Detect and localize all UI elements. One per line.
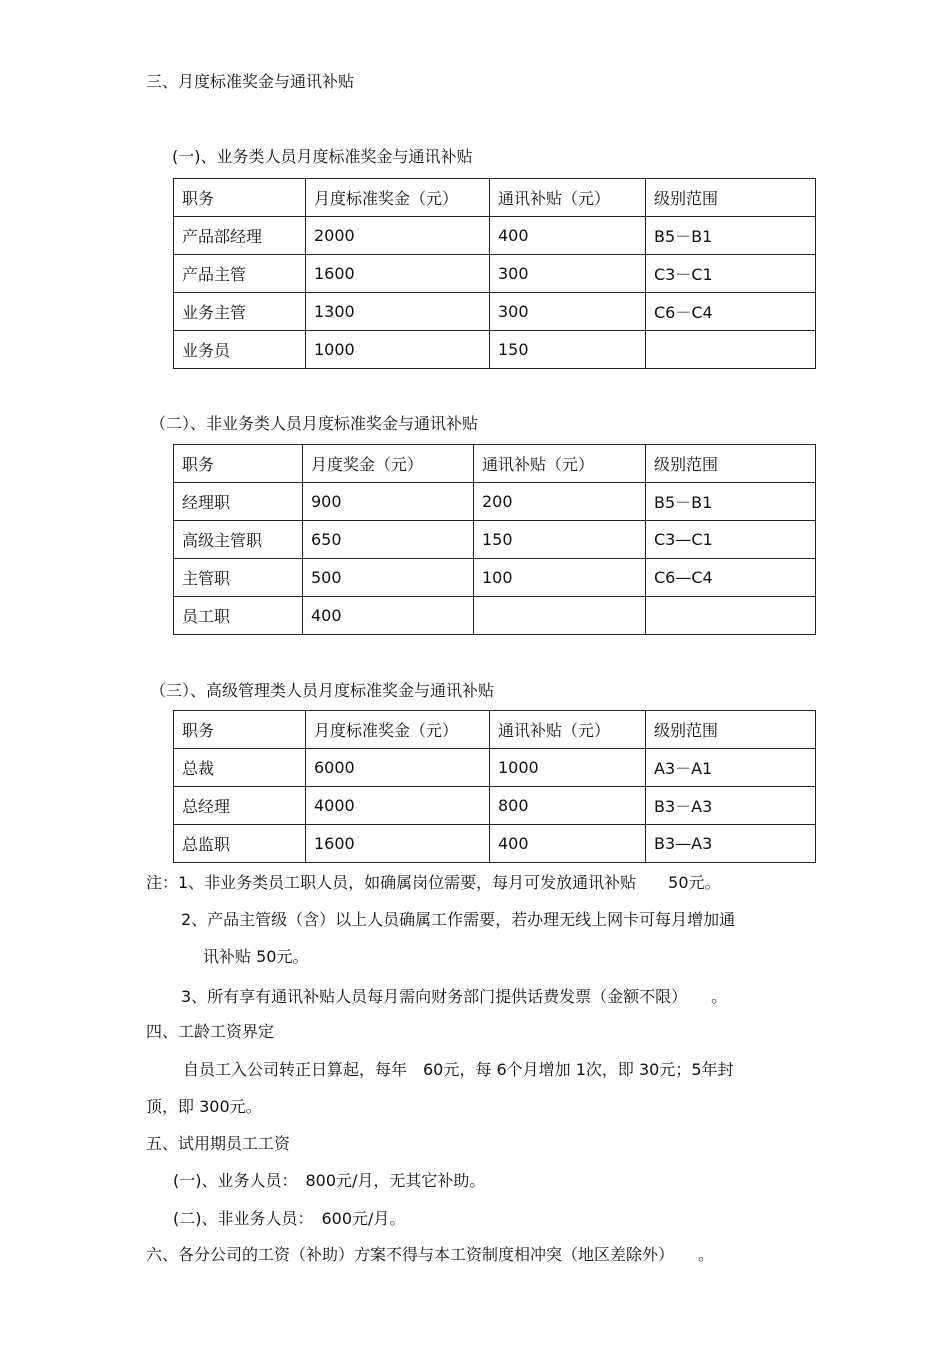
section-5-item-1: (一)、业务人员： 800元/月，无其它补助。	[173, 1171, 486, 1190]
table-row	[174, 559, 816, 597]
table-cell: 1000	[490, 749, 646, 787]
table-cell: 业务主管	[174, 293, 306, 331]
table-row	[174, 293, 816, 331]
header-cell: 通讯补贴（元）	[474, 445, 646, 483]
table-cell: 500	[303, 559, 474, 597]
table-row	[174, 787, 816, 825]
header-cell: 职务	[174, 711, 306, 749]
table-row	[174, 483, 816, 521]
table-row	[174, 521, 816, 559]
table-cell: B5－B1	[646, 483, 816, 521]
table-header-row	[174, 445, 816, 483]
table-row	[174, 217, 816, 255]
note-2-continued: 讯补贴 50元。	[203, 947, 309, 966]
table-cell: 800	[490, 787, 646, 825]
table-cell: 1300	[306, 293, 490, 331]
table-cell: C3—C1	[646, 521, 816, 559]
table-3-title: （三）、高级管理类人员月度标准奖金与通讯补贴	[150, 681, 495, 700]
header-cell: 职务	[174, 445, 303, 483]
table-cell	[646, 597, 816, 635]
table-row	[174, 331, 816, 369]
header-cell: 通讯补贴（元）	[490, 711, 646, 749]
table-cell: 300	[490, 293, 646, 331]
table-1-title: (一)、业务类人员月度标准奖金与通讯补贴	[172, 147, 473, 166]
table-cell: 400	[303, 597, 474, 635]
table-cell: 总经理	[174, 787, 306, 825]
table-2-title: （二）、非业务类人员月度标准奖金与通讯补贴	[150, 414, 479, 433]
table-cell: 业务员	[174, 331, 306, 369]
table-cell: 6000	[306, 749, 490, 787]
table-cell: 1000	[306, 331, 490, 369]
table-cell: 150	[474, 521, 646, 559]
table-header-row	[174, 179, 816, 217]
table-cell	[646, 331, 816, 369]
table-cell: 经理职	[174, 483, 303, 521]
note-3: 3、所有享有通讯补贴人员每月需向财务部门提供话费发票（金额不限） 。	[181, 987, 728, 1006]
header-cell: 通讯补贴（元）	[490, 179, 646, 217]
header-cell: 月度奖金（元）	[303, 445, 474, 483]
table-cell: 主管职	[174, 559, 303, 597]
note-2: 2、产品主管级（含）以上人员确属工作需要，若办理无线上网卡可每月增加通	[181, 910, 736, 929]
table-cell: 1600	[306, 825, 490, 863]
header-cell: 月度标准奖金（元）	[306, 711, 490, 749]
table-cell: 高级主管职	[174, 521, 303, 559]
section-5-item-2: (二)、非业务人员： 600元/月。	[173, 1209, 406, 1228]
header-cell: 职务	[174, 179, 306, 217]
table-cell: 4000	[306, 787, 490, 825]
table-cell: 400	[490, 217, 646, 255]
header-cell: 级别范围	[646, 179, 816, 217]
table-row	[174, 825, 816, 863]
table-row	[174, 597, 816, 635]
table-cell: 总监职	[174, 825, 306, 863]
table-cell: 900	[303, 483, 474, 521]
table-1	[173, 178, 816, 369]
table-cell: 总裁	[174, 749, 306, 787]
table-cell: 300	[490, 255, 646, 293]
table-cell: 100	[474, 559, 646, 597]
section-5-heading: 五、试用期员工工资	[146, 1134, 291, 1153]
table-cell: 员工职	[174, 597, 303, 635]
table-cell: 400	[490, 825, 646, 863]
table-3	[173, 710, 816, 863]
table-cell: 2000	[306, 217, 490, 255]
table-header-row	[174, 711, 816, 749]
table-cell: C3－C1	[646, 255, 816, 293]
header-cell: 级别范围	[646, 445, 816, 483]
table-cell: 1600	[306, 255, 490, 293]
section-4-heading: 四、工龄工资界定	[146, 1022, 275, 1041]
table-cell: 650	[303, 521, 474, 559]
table-2	[173, 444, 816, 635]
table-cell: B5－B1	[646, 217, 816, 255]
note-1: 注：1、非业务类员工职人员，如确属岗位需要，每月可发放通讯补贴 50元。	[146, 873, 721, 892]
table-cell: C6—C4	[646, 559, 816, 597]
table-row	[174, 749, 816, 787]
header-cell: 级别范围	[646, 711, 816, 749]
section-3-heading: 三、月度标准奖金与通讯补贴	[146, 72, 355, 91]
table-cell: B3－A3	[646, 787, 816, 825]
section-6-heading: 六、各分公司的工资（补助）方案不得与本工资制度相冲突（地区差除外） 。	[146, 1245, 715, 1264]
table-cell: B3—A3	[646, 825, 816, 863]
table-cell	[474, 597, 646, 635]
table-cell: A3－A1	[646, 749, 816, 787]
table-cell: 产品主管	[174, 255, 306, 293]
table-cell: 产品部经理	[174, 217, 306, 255]
section-4-paragraph: 自员工入公司转正日算起，每年 60元，每 6个月增加 1次，即 30元；5年封	[183, 1060, 734, 1079]
table-row	[174, 255, 816, 293]
table-cell: 150	[490, 331, 646, 369]
table-cell: 200	[474, 483, 646, 521]
section-4-paragraph-continued: 顶，即 300元。	[146, 1097, 262, 1116]
header-cell: 月度标准奖金（元）	[306, 179, 490, 217]
table-cell: C6－C4	[646, 293, 816, 331]
